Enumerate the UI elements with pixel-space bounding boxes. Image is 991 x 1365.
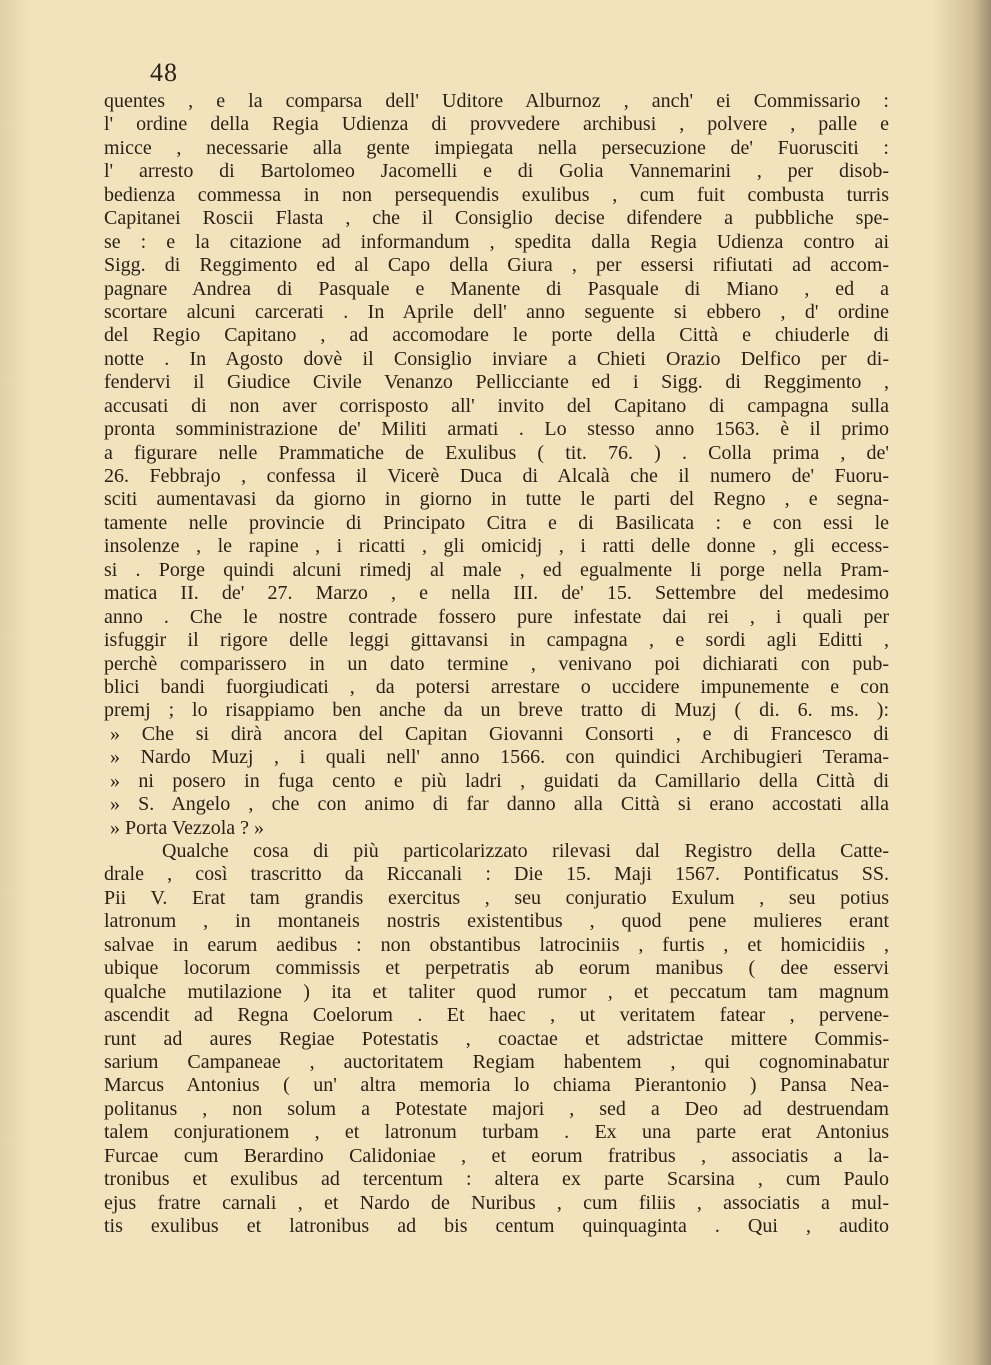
text-line: se : e la citazione ad informandum , spedita dalla Regia Udienza contro ai xyxy=(104,230,889,253)
text-line: politanus , non solum a Potestate majori , sed a Deo ad destruendam xyxy=(104,1097,889,1120)
text-line: quentes , e la comparsa dell' Uditore Alburnoz , anch' ei Commissario : xyxy=(104,90,889,112)
text-line: sciti aumentavasi da giorno in giorno in tutte le parti del Regno , e segna- xyxy=(104,488,889,511)
text-line: qualche mutilazione ) ita et taliter quod rumor , et peccatum tam magnum xyxy=(104,980,889,1003)
text-line: talem conjurationem , et latronum turbam . Ex una parte erat Antonius xyxy=(104,1121,889,1144)
text-line: accusati di non aver corrisposto all' invito del Capitano di campagna sulla xyxy=(104,394,889,417)
text-line: isfuggir il rigore delle leggi gittavansi in campagna , e sordi agli Editti , xyxy=(104,629,889,652)
quote-line: » ni posero in fuga cento e più ladri , guidati da Camillario della Città di xyxy=(110,769,889,792)
text-line: notte . In Agosto dovè il Consiglio inviare a Chieti Orazio Delfico per di- xyxy=(104,347,889,370)
text-line: bedienza commessa in non persequendis exulibus , cum fuit combusta turris xyxy=(104,183,889,206)
text-line: Capitanei Roscii Flasta , che il Consiglio decise difendere a pubbliche spe- xyxy=(104,207,889,230)
text-line: Marcus Antonius ( un' altra memoria lo chiama Pierantonio ) Pansa Nea- xyxy=(104,1074,889,1097)
text-line: scortare alcuni carcerati . In Aprile dell' anno seguente si ebbero , d' ordine xyxy=(104,300,889,323)
text-line: tis exulibus et latronibus ad bis centum quinquaginta . Qui , audito xyxy=(104,1215,889,1237)
text-line: salvae in earum aedibus : non obstantibus latrociniis , furtis , et homicidiis , xyxy=(104,933,889,956)
text-line: matica II. de' 27. Marzo , e nella III. de' 15. Settembre del medesimo xyxy=(104,582,889,605)
text-line: l' arresto di Bartolomeo Jacomelli e di Golia Vannemarini , per disob- xyxy=(104,160,889,183)
text-line: drale , così trascritto da Riccanali : Die 15. Maji 1567. Pontificatus SS. xyxy=(104,863,889,886)
text-line: micce , necessarie alla gente impiegata nella persecuzione de' Fuorusciti : xyxy=(104,136,889,159)
quote-line: » Che si dirà ancora del Capitan Giovanni Consorti , e di Francesco di xyxy=(110,722,889,745)
text-line: premj ; lo risappiamo ben anche da un breve tratto di Muzj ( di. 6. ms. ): xyxy=(104,699,889,722)
paragraph-start-line: Qualche cosa di più particolarizzato rilevasi dal Registro della Catte- xyxy=(162,840,889,862)
text-line: latronum , in montaneis nostris existentibus , quod pene mulieres erant xyxy=(104,910,889,933)
text-line: a figurare nelle Prammatiche de Exulibus ( tit. 76. ) . Colla prima , de' xyxy=(104,441,889,464)
text-line: sarium Campaneae , auctoritatem Regiam habentem , qui cognominabatur xyxy=(104,1050,889,1073)
text-line: tamente nelle provincie di Principato Citra e di Basilicata : e con essi le xyxy=(104,511,889,534)
quote-line: » Porta Vezzola ? » xyxy=(110,816,265,839)
page-gutter-shadow xyxy=(0,0,30,1365)
text-line: pagnare Andrea di Pasquale e Manente di Pasquale di Miano , ed a xyxy=(104,277,889,300)
text-line: anno . Che le nostre contrade fossero pure infestate dai rei , i quali per xyxy=(104,605,889,628)
text-line: runt ad aures Regiae Potestatis , coactae et adstrictae mittere Commis- xyxy=(104,1027,889,1050)
text-line: del Regio Capitano , ad accomodare le porte della Città e chiuderle di xyxy=(104,324,889,347)
page-edge-shadow xyxy=(931,0,991,1365)
body-text xyxy=(104,90,889,1238)
text-line: pronta somministrazione de' Militi armati . Lo stesso anno 1563. è il primo xyxy=(104,418,889,441)
text-line: l' ordine della Regia Udienza di provvedere archibusi , polvere , palle e xyxy=(104,113,889,136)
text-line: ascendit ad Regna Coelorum . Et haec , ut veritatem fatear , pervene- xyxy=(104,1004,889,1027)
text-line: si . Porge quindi alcuni rimedj al male , ed egualmente li porge nella Pram- xyxy=(104,558,889,581)
text-line: tronibus et exulibus ad tercentum : altera ex parte Scarsina , cum Paulo xyxy=(104,1168,889,1191)
text-line: ejus fratre carnali , et Nardo de Nuribus , cum filiis , associatis a mul- xyxy=(104,1191,889,1214)
text-line: ubique locorum commissis et perpetratis ab eorum manibus ( dee esservi xyxy=(104,957,889,980)
quote-line: » Nardo Muzj , i quali nell' anno 1566. con quindici Archibugieri Terama- xyxy=(110,746,889,769)
quote-line: » S. Angelo , che con animo di far danno alla Città si erano accostati alla xyxy=(110,793,889,816)
text-line: blici bandi fuorgiudicati , da potersi arrestare o uccidere impunemente e con xyxy=(104,675,889,698)
text-line: Furcae cum Berardino Calidoniae , et eorum fratribus , associatis a la- xyxy=(104,1144,889,1167)
text-line: perchè comparissero in un dato termine , venivano poi dichiarati con pub- xyxy=(104,652,889,675)
text-line: Sigg. di Reggimento ed al Capo della Giura , per essersi rifiutati ad accom- xyxy=(104,254,889,277)
page-number: 48 xyxy=(150,58,178,87)
text-line: Pii V. Erat tam grandis exercitus , seu conjuratio Exulum , seu potius xyxy=(104,886,889,909)
text-line: fendervi il Giudice Civile Venanzo Pellicciante ed i Sigg. di Reggimento , xyxy=(104,371,889,394)
text-line: insolenze , le rapine , i ricatti , gli omicidj , i ratti delle donne , gli eccess- xyxy=(104,535,889,558)
text-line: 26. Febbrajo , confessa il Vicerè Duca di Alcalà che il numero de' Fuoru- xyxy=(104,465,889,487)
